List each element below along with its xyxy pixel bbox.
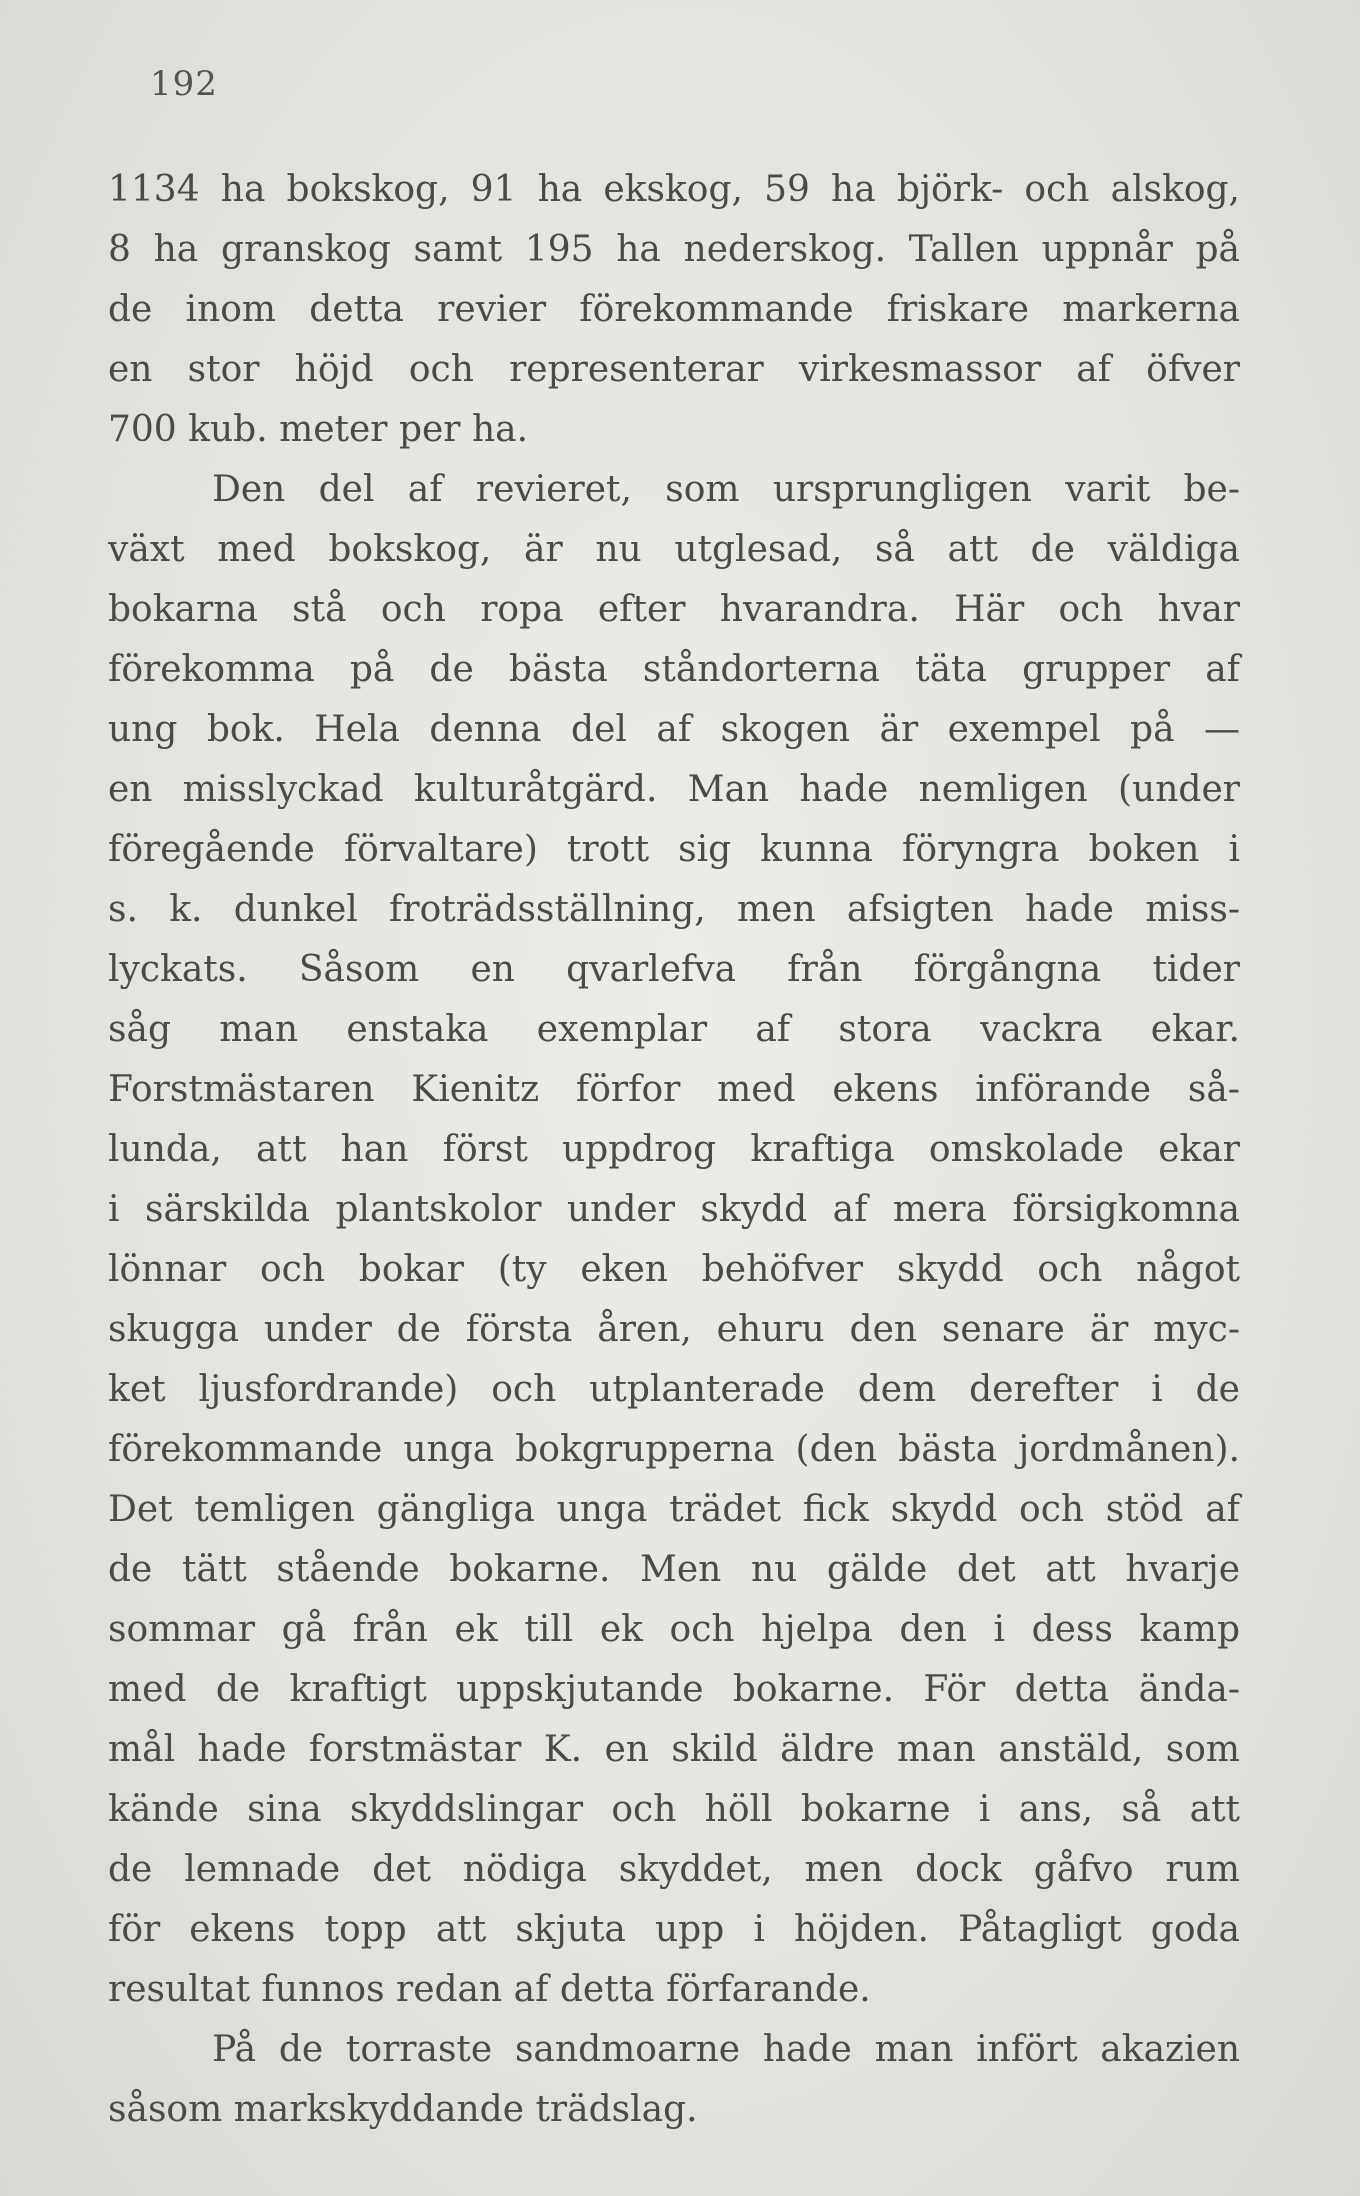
text-line: en misslyckad kulturåtgärd. Man hade nemligen (under	[108, 769, 1240, 810]
text-line: föregående förvaltare) trott sig kunna föryngra boken i	[108, 829, 1240, 870]
text-line: s. k. dunkel froträdsställning, men afsigten hade miss-	[108, 889, 1240, 930]
text-line: såg man enstaka exemplar af stora vackra ekar.	[108, 1009, 1240, 1050]
text-line: 700 kub. meter per ha.	[108, 409, 529, 450]
text-line: växt med bokskog, är nu utglesad, så att de väldiga	[108, 529, 1240, 570]
text-line: förekommande unga bokgrupperna (den bästa jordmånen).	[108, 1429, 1240, 1470]
text-line: Forstmästaren Kienitz förfor med ekens införande så-	[108, 1069, 1240, 1110]
text-line: såsom markskyddande trädslag.	[108, 2089, 698, 2130]
text-line: de tätt stående bokarne. Men nu gälde det att hvarje	[108, 1549, 1240, 1590]
text-line: med de kraftigt uppskjutande bokarne. För detta ända-	[108, 1669, 1240, 1710]
text-line: i särskilda plantskolor under skydd af mera försigkomna	[108, 1189, 1240, 1230]
text-line: bokarna stå och ropa efter hvarandra. Här och hvar	[108, 589, 1240, 630]
text-line: lönnar och bokar (ty eken behöfver skydd och något	[108, 1249, 1240, 1290]
text-line: skugga under de första åren, ehuru den senare är myc-	[108, 1309, 1240, 1350]
body-text	[108, 160, 1240, 2140]
text-line: lyckats. Såsom en qvarlefva från förgångna tider	[108, 949, 1240, 990]
text-line: kände sina skyddslingar och höll bokarne i ans, så att	[108, 1789, 1240, 1830]
text-line: sommar gå från ek till ek och hjelpa den i dess kamp	[108, 1609, 1240, 1650]
text-line: för ekens topp att skjuta upp i höjden. Påtagligt goda	[108, 1909, 1240, 1950]
text-line: ung bok. Hela denna del af skogen är exempel på —	[108, 709, 1240, 750]
text-line: ket ljusfordrande) och utplanterade dem derefter i de	[108, 1369, 1240, 1410]
text-line: Den del af revieret, som ursprungligen varit be-	[212, 469, 1240, 510]
text-line: de lemnade det nödiga skyddet, men dock gåfvo rum	[108, 1849, 1240, 1890]
text-line: en stor höjd och representerar virkesmassor af öfver	[108, 349, 1240, 390]
text-line: 8 ha granskog samt 195 ha nederskog. Tallen uppnår på	[108, 229, 1240, 270]
text-line: lunda, att han först uppdrog kraftiga omskolade ekar	[108, 1129, 1240, 1170]
text-line: 1134 ha bokskog, 91 ha ekskog, 59 ha björk- och alskog,	[108, 169, 1240, 210]
text-line: resultat funnos redan af detta förfarande.	[108, 1969, 871, 2010]
text-line: de inom detta revier förekommande friskare markerna	[108, 289, 1240, 330]
page-number: 192	[150, 64, 218, 104]
text-line: mål hade forstmästar K. en skild äldre man anstäld, som	[108, 1729, 1240, 1770]
text-line: På de torraste sandmoarne hade man infört akazien	[212, 2029, 1240, 2070]
text-line: förekomma på de bästa ståndorterna täta grupper af	[108, 649, 1240, 690]
text-line: Det temligen gängliga unga trädet fick skydd och stöd af	[108, 1489, 1240, 1530]
